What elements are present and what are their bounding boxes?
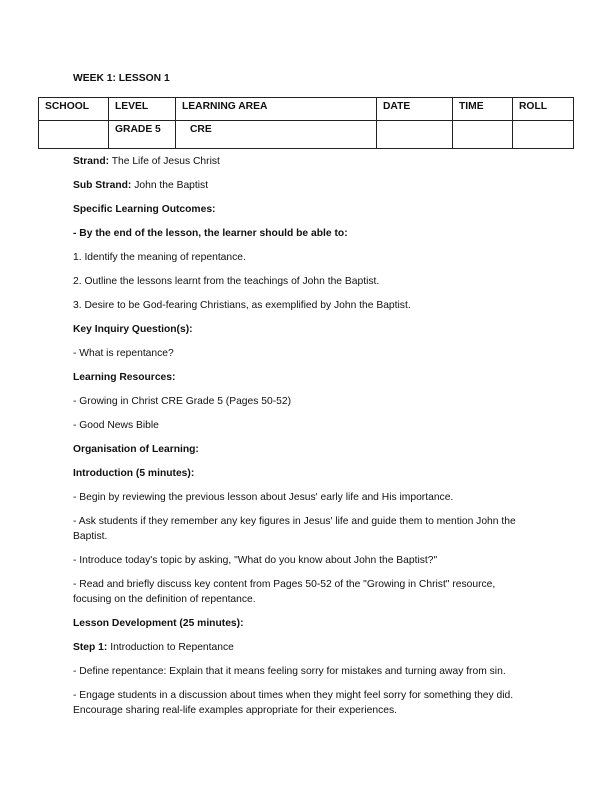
paragraph-text: - Good News Bible: [73, 420, 159, 431]
cell-learning-area: CRE: [176, 121, 377, 149]
paragraph-label: Specific Learning Outcomes:: [73, 204, 216, 215]
paragraph-label: Learning Resources:: [73, 372, 176, 383]
table-row: [39, 121, 574, 149]
header-level: LEVEL: [109, 98, 176, 121]
paragraph: [73, 154, 535, 169]
cell-date: [377, 121, 453, 149]
paragraph-label: Strand:: [73, 156, 110, 167]
paragraph: [73, 202, 535, 217]
paragraph: [73, 466, 535, 481]
paragraph-text: 3. Desire to be God-fearing Christians, as exemplified by John the Baptist.: [73, 300, 411, 311]
paragraph-text: 2. Outline the lessons learnt from the teachings of John the Baptist.: [73, 276, 380, 287]
paragraph-text: - What is repentance?: [73, 348, 174, 359]
paragraph: [73, 394, 535, 409]
paragraph: [73, 442, 535, 457]
paragraph-text: 1. Identify the meaning of repentance.: [73, 252, 246, 263]
paragraph-text: Introduction to Repentance: [107, 642, 234, 653]
paragraph: [73, 178, 535, 193]
paragraph: [73, 298, 535, 313]
header-roll: ROLL: [513, 98, 574, 121]
paragraph-text: - Engage students in a discussion about times when they might feel sorry for something they did. Encourage sharing real-life examples appropriate for their experiences.: [73, 690, 514, 716]
header-time: TIME: [453, 98, 513, 121]
paragraph: [73, 418, 535, 433]
paragraph: [73, 664, 535, 679]
paragraph: [73, 688, 535, 718]
header-date: DATE: [377, 98, 453, 121]
paragraph: [73, 640, 535, 655]
paragraph-text: - Define repentance: Explain that it means feeling sorry for mistakes and turning away from sin.: [73, 666, 506, 677]
paragraph-label: Lesson Development (25 minutes):: [73, 618, 244, 629]
paragraph-text: John the Baptist: [131, 180, 209, 191]
paragraph: [73, 490, 535, 505]
paragraph-text: - Introduce today's topic by asking, "What do you know about John the Baptist?": [73, 555, 438, 566]
paragraph-label: Organisation of Learning:: [73, 444, 199, 455]
header-school: SCHOOL: [39, 98, 109, 121]
cell-time: [453, 121, 513, 149]
paragraph-label: Sub Strand:: [73, 180, 132, 191]
paragraph: [73, 346, 535, 361]
paragraph-label: Step 1:: [73, 642, 108, 653]
paragraph: [73, 553, 535, 568]
paragraph: [73, 577, 535, 607]
paragraph: [73, 274, 535, 289]
paragraph-text: - Begin by reviewing the previous lesson about Jesus' early life and His importance.: [73, 492, 454, 503]
paragraph-text: - Growing in Christ CRE Grade 5 (Pages 50-52): [73, 396, 292, 407]
paragraph-text: - Ask students if they remember any key figures in Jesus' life and guide them to mention John the Baptist.: [73, 516, 516, 542]
paragraph-label: Introduction (5 minutes):: [73, 468, 195, 479]
cell-roll: [513, 121, 574, 149]
paragraph: [73, 226, 535, 241]
header-learning-area: LEARNING AREA: [176, 98, 377, 121]
paragraph: [73, 514, 535, 544]
cell-level: GRADE 5: [109, 121, 176, 149]
lesson-info-table: [38, 97, 574, 149]
table-header-row: [39, 98, 574, 121]
paragraph: [73, 322, 535, 337]
paragraph: [73, 616, 535, 631]
paragraph-label: - By the end of the lesson, the learner should be able to:: [73, 228, 348, 239]
lesson-title: WEEK 1: LESSON 1: [73, 73, 170, 84]
lesson-body: [73, 154, 535, 727]
cell-school: [39, 121, 109, 149]
paragraph-label: Key Inquiry Question(s):: [73, 324, 193, 335]
paragraph: [73, 370, 535, 385]
paragraph-text: The Life of Jesus Christ: [109, 156, 220, 167]
paragraph-text: - Read and briefly discuss key content from Pages 50-52 of the "Growing in Christ" resource, focusing on the definition of repentance.: [73, 579, 496, 605]
paragraph: [73, 250, 535, 265]
